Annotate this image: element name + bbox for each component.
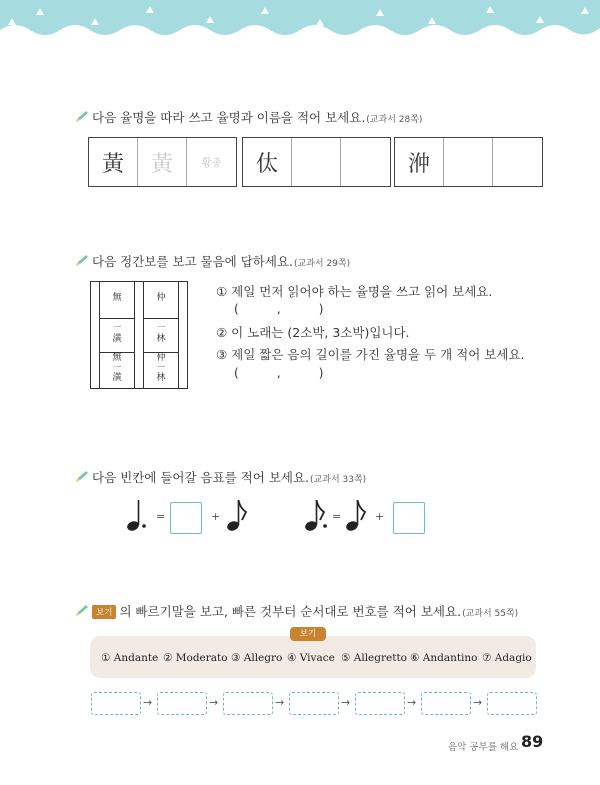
- jgb-left-column: [99, 282, 135, 388]
- q2-item-1: ① 제일 먼저 읽어야 하는 율명을 쓰고 읽어 보세요.: [216, 284, 493, 299]
- q2-answer-3[interactable]: ( , ): [234, 366, 324, 380]
- pencil-icon: [74, 110, 90, 124]
- plus-sign: +: [211, 510, 221, 523]
- q1-answer-cell[interactable]: [292, 138, 341, 186]
- jgb-cell: 仲: [156, 293, 166, 303]
- q4-ref: (교과서 55쪽): [462, 609, 519, 619]
- q2-ref: (교과서 29쪽): [294, 259, 351, 269]
- q1-hint-cell[interactable]: 황종: [201, 156, 222, 169]
- q1-cell: 㳞: [395, 138, 444, 186]
- q3-answer-box-2[interactable]: [393, 502, 425, 534]
- q2-answer-1[interactable]: ( , ): [234, 302, 324, 316]
- q3-answer-box-1[interactable]: [170, 502, 202, 534]
- arrow-icon: →: [341, 696, 351, 709]
- jgb-cell: 仲 ㇐ 林: [156, 353, 166, 383]
- order-answer-box[interactable]: [421, 692, 471, 715]
- tempo-item: ④ Vivace: [287, 652, 335, 664]
- eighth-note-icon: [344, 498, 366, 532]
- jeonggan-bo: [90, 281, 188, 389]
- pencil-icon: [74, 604, 90, 618]
- arrow-icon: →: [407, 696, 417, 709]
- tempo-item: ⑥ Andantino: [410, 652, 478, 664]
- q3-title: 다음 빈칸에 들어갈 음표를 적어 보세요.: [92, 470, 310, 485]
- tempo-item: ⑦ Adagio: [482, 652, 532, 664]
- pencil-icon: [74, 470, 90, 484]
- dotted-eighth-note-icon: [303, 498, 329, 532]
- order-answer-box[interactable]: [223, 692, 273, 715]
- jgb-cell: ㇐ 林: [156, 323, 166, 344]
- order-answer-box[interactable]: [91, 692, 141, 715]
- arrow-icon: →: [473, 696, 483, 709]
- q1-trace-cell[interactable]: 黃: [138, 138, 187, 186]
- q2-title: 다음 정간보를 보고 물음에 답하세요.: [92, 254, 293, 269]
- order-answer-box[interactable]: [289, 692, 339, 715]
- header-band: [0, 0, 600, 42]
- order-answer-box[interactable]: [157, 692, 207, 715]
- tempo-item: ⑤ Allegretto: [341, 652, 407, 664]
- q4-title: 의 빠르기말을 보고, 빠른 것부터 순서대로 번호를 적어 보세요.: [119, 604, 462, 619]
- example-label: 보기: [290, 627, 326, 641]
- equals-sign: =: [156, 510, 166, 523]
- q4-title-row: [74, 602, 518, 620]
- eighth-note-icon: [225, 498, 247, 532]
- q1-answer-cell[interactable]: [341, 138, 390, 186]
- q1-ref: (교과서 28쪽): [366, 115, 423, 125]
- pencil-icon: [74, 254, 90, 268]
- q1-title: 다음 율명을 따라 쓰고 율명과 이름을 적어 보세요.: [92, 110, 366, 125]
- order-answer-box[interactable]: [487, 692, 537, 715]
- q3-title-row: [74, 468, 366, 486]
- tempo-item: ① Andante: [101, 652, 159, 664]
- q2-title-row: [74, 252, 350, 270]
- q4-example-tag: 보기: [92, 605, 116, 619]
- q2-item-2[interactable]: ② 이 노래는 (2소박, 3소박)입니다.: [216, 325, 410, 340]
- dotted-quarter-note-icon: [124, 498, 148, 532]
- footer-title: 음악 공부를 해요: [448, 742, 519, 753]
- q1-answer-cell[interactable]: [444, 138, 493, 186]
- jgb-cell: 無: [112, 293, 122, 303]
- q1-title-row: [74, 108, 422, 126]
- jgb-cell: ㇐ 潢: [112, 323, 122, 344]
- tempo-item: ③ Allegro: [231, 652, 283, 664]
- q1-group-3: [394, 137, 543, 187]
- q1-cell: 黃: [89, 138, 138, 186]
- jgb-right-column: [143, 282, 179, 388]
- q1-cell: 㑀: [243, 138, 292, 186]
- q1-group-1: [88, 137, 237, 187]
- equals-sign: =: [332, 510, 342, 523]
- arrow-icon: →: [209, 696, 219, 709]
- plus-sign: +: [375, 510, 385, 523]
- arrow-icon: →: [275, 696, 285, 709]
- page-number: 89: [521, 732, 544, 751]
- arrow-icon: →: [143, 696, 153, 709]
- q3-ref: (교과서 33쪽): [310, 475, 367, 485]
- jgb-cell: 無 ㇐ 潢: [112, 353, 122, 383]
- order-answer-box[interactable]: [355, 692, 405, 715]
- tempo-item: ② Moderato: [163, 652, 228, 664]
- q1-group-2: [242, 137, 391, 187]
- q1-answer-cell[interactable]: [493, 138, 542, 186]
- q2-item-3: ③ 제일 짧은 음의 길이를 가진 율명을 두 개 적어 보세요.: [216, 347, 525, 362]
